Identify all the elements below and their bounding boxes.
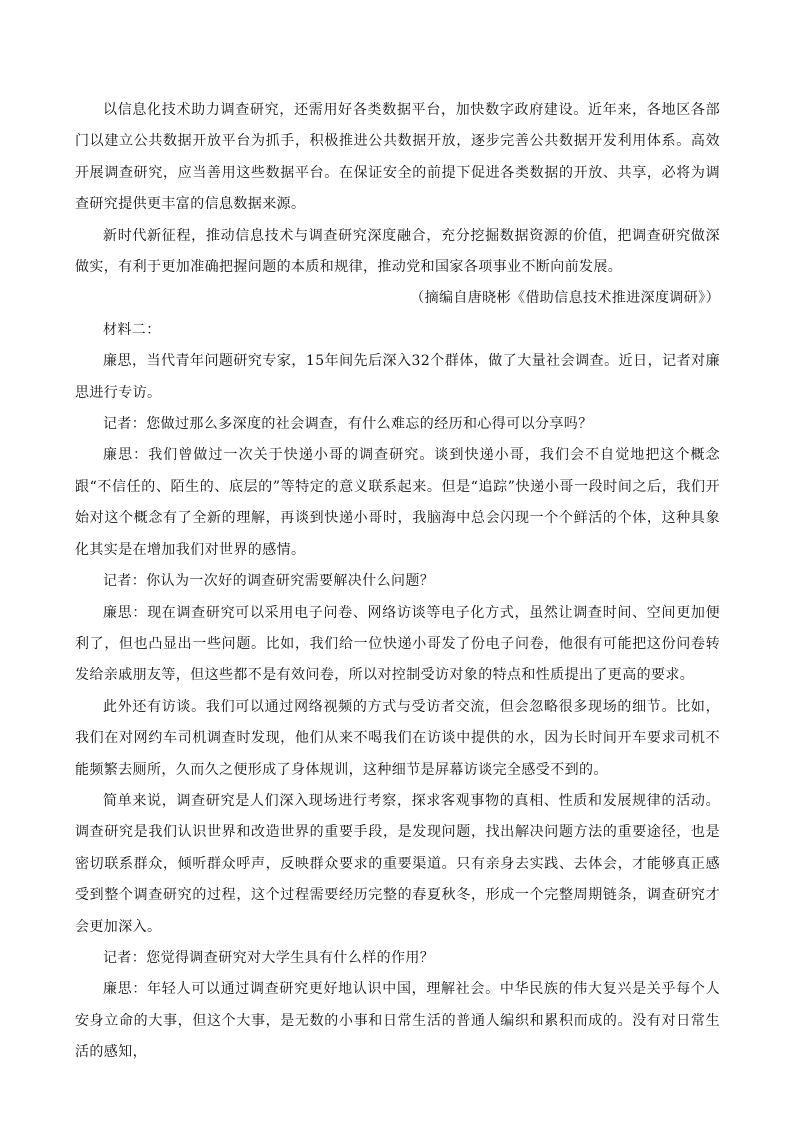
paragraph-intro-lian-si: 廉思，当代青年问题研究专家，15年间先后深入32个群体，做了大量社会调查。近日，记者对廉思进行专访。 <box>75 353 720 401</box>
paragraph-answer-3: 廉思：年轻人可以通过调查研究更好地认识中国，理解社会。中华民族的伟大复兴是关乎每个人安身立命的大事，但这个大事，是无数的小事和日常生活的普通人编织和累积而成的。没有对日常生活的感知， <box>75 981 720 1061</box>
paragraph-new-era: 新时代新征程，推动信息技术与调查研究深度融合，充分挖掘数据资源的价值，把调查研究做深做实，有利于更加准确把握问题的本质和规律，推动党和国家各项事业不断向前发展。 <box>75 227 720 276</box>
paragraph-answer-1: 廉思：我们曾做过一次关于快递小哥的调查研究。谈到快递小哥，我们会不自觉地把这个概念跟“不信任的、陌生的、底层的”等特定的意义联系起来。但是“追踪”快递小哥一段时间之后，我们开始对这个概念有了全新的理解，再谈到快递小哥时，我脑海中总会闪现一个个鲜活的个体，这种具象化其实是在增加我们对世界的感情。 <box>75 447 720 558</box>
paragraph-interviews: 此外还有访谈。我们可以通过网络视频的方式与受访者交流，但会忽略很多现场的细节。比如，我们在对网约车司机调查时发现，他们从来不喝我们在访谈中提供的水，因为长时间开车要求司机不能频繁去厕所，久而久之便形成了身体规训，这种细节是屏幕访谈完全感受不到的。 <box>75 698 720 778</box>
source-citation: （摘编自唐晓彬《借助信息技术推进深度调研》） <box>410 290 720 307</box>
document-page <box>75 95 720 1069</box>
paragraph-summary: 简单来说，调查研究是人们深入现场进行考察，探求客观事物的真相、性质和发展规律的活动。调查研究是我们认识世界和改造世界的重要手段，是发现问题，找出解决问题方法的重要途径，也是密切联系群众，倾听群众呼声，反映群众要求的重要渠道。只有亲身去实践、去体会，才能够真正感受到整个调查研究的过程，这个过程需要经历完整的春夏秋冬，形成一个完整周期链条，调查研究才会更加深入。 <box>75 792 720 935</box>
paragraph-question-1: 记者：您做过那么多深度的社会调查，有什么难忘的经历和心得可以分享吗？ <box>103 416 593 433</box>
material-two-heading: 材料二： <box>103 321 161 338</box>
paragraph-question-2: 记者：你认为一次好的调查研究需要解决什么问题？ <box>103 573 435 590</box>
paragraph-answer-2: 廉思：现在调查研究可以采用电子问卷、网络访谈等电子化方式，虽然让调查时间、空间更加便利了，但也凸显出一些问题。比如，我们给一位快递小哥发了份电子问卷，他很有可能把这份问卷转发给亲戚朋友等，但这些都不是有效问卷，所以对控制受访对象的特点和性质提出了更高的要求。 <box>75 604 720 684</box>
paragraph-question-3: 记者：您觉得调查研究对大学生具有什么样的作用？ <box>103 949 435 966</box>
paragraph-digital-platforms: 以信息化技术助力调查研究，还需用好各类数据平台，加快数字政府建设。近年来，各地区各部门以建立公共数据开放平台为抓手，积极推进公共数据开放，逐步完善公共数据开发利用体系。高效开展调查研究，应当善用这些数据平台。在保证安全的前提下促进各类数据的开放、共享，必将为调查研究提供更丰富的信息数据来源。 <box>75 102 720 213</box>
